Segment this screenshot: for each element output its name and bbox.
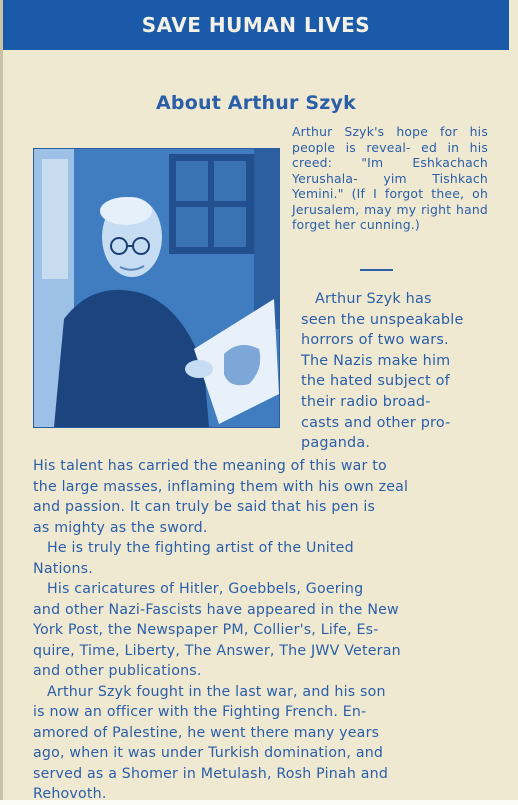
creed-line: cunning.): [359, 217, 420, 232]
body-line: and other publications.: [33, 663, 202, 679]
divider-rule: [360, 269, 393, 271]
body-line: His talent has carried the meaning of this war to: [33, 458, 387, 474]
body-text: [33, 456, 485, 805]
side-line: Arthur Szyk has: [315, 291, 432, 307]
side-line: horrors of two wars.: [301, 332, 449, 349]
body-line: and passion. It can truly be said that his pen is: [33, 499, 376, 515]
body-line: Arthur Szyk fought in the last war, and his son: [47, 683, 386, 700]
body-line: York Post, the Newspaper PM, Collier's, Life, Es-: [33, 622, 379, 638]
body-line: He is truly the fighting artist of the United: [47, 540, 354, 556]
creed-line: yim Tishkach Yemini.": [292, 170, 488, 201]
portrait-illustration: [34, 149, 279, 427]
body-line: Rehovoth.: [33, 786, 107, 802]
body-line: is now an officer with the Fighting French. En-: [33, 704, 367, 720]
creed-line: for his people is reveal-: [292, 124, 488, 155]
side-line: The Nazis make him: [301, 352, 451, 369]
side-paragraph: [301, 289, 491, 454]
body-line: Nations.: [33, 560, 93, 577]
creed-line: ed in his creed: "Im: [292, 139, 488, 170]
creed-paragraph: [292, 124, 488, 233]
creed-line: Arthur Szyk's hope: [292, 124, 441, 139]
body-line: quire, Time, Liberty, The Answer, The JWV Veteran: [33, 642, 401, 659]
portrait-photo: [33, 148, 280, 428]
creed-line: Eshkachach Yerushala-: [292, 155, 488, 186]
side-line: seen the unspeakable: [301, 311, 464, 328]
side-line: their radio broad-: [301, 393, 431, 410]
banner-title: SAVE HUMAN LIVES: [141, 13, 371, 37]
creed-line: right hand forget her: [292, 201, 488, 232]
creed-line: (If I forgot thee, oh: [351, 186, 488, 201]
side-line: paganda.: [301, 435, 371, 452]
section-heading: About Arthur Szyk: [156, 92, 356, 114]
body-line: His caricatures of Hitler, Goebbels, Goering: [47, 581, 364, 597]
body-line: and other Nazi-Fascists have appeared in the New: [33, 601, 399, 618]
body-line: the large masses, inflaming them with his own zeal: [33, 478, 409, 495]
banner: [3, 0, 509, 50]
body-line: as mighty as the sword.: [33, 519, 208, 536]
body-line: ago, when it was under Turkish domination, and: [33, 745, 384, 761]
body-line: served as a Shomer in Metulash, Rosh Pinah and: [33, 765, 389, 782]
creed-line: Jerusalem, may my: [292, 201, 422, 217]
body-line: amored of Palestine, he went there many years: [33, 724, 380, 741]
side-line: casts and other pro-: [301, 414, 451, 431]
side-line: the hated subject of: [301, 373, 450, 390]
